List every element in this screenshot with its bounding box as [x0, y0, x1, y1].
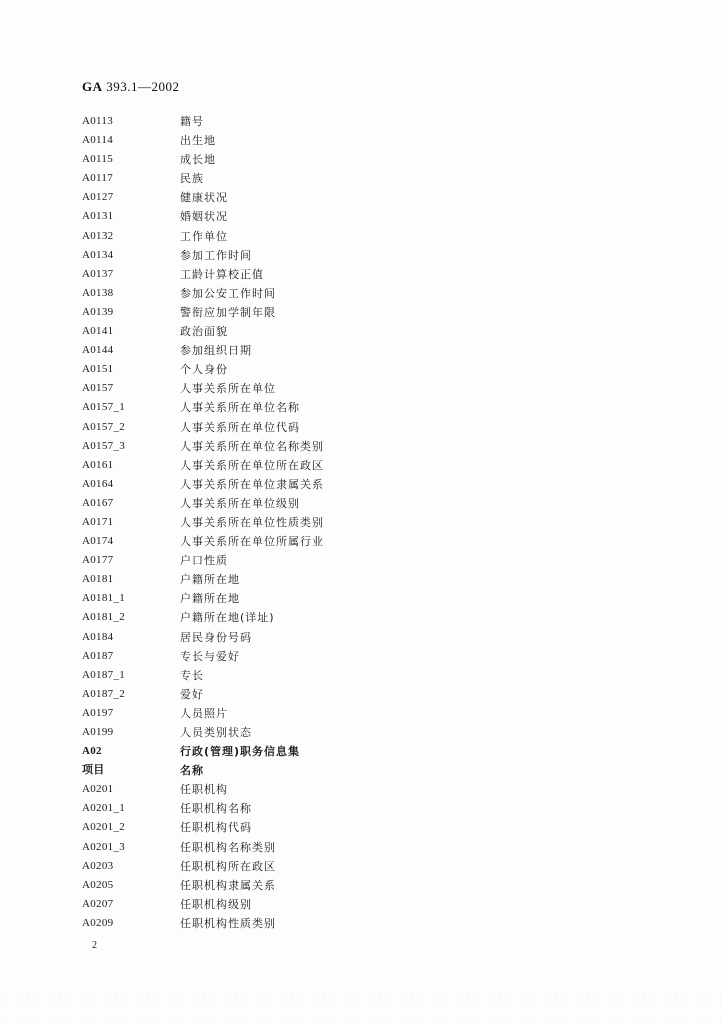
list-item [82, 131, 482, 150]
list-item [82, 761, 482, 780]
item-code: A0137 [82, 267, 114, 280]
item-name: 户籍所在地 [180, 592, 240, 606]
item-name: 健康状况 [180, 191, 228, 205]
item-name: 政治面貌 [180, 325, 228, 339]
item-name: 人员类别状态 [180, 726, 252, 739]
item-code: A0201_1 [82, 802, 126, 815]
item-code: A0132 [82, 229, 114, 242]
item-name: 任职机构所在政区 [180, 859, 276, 873]
item-name: 专长与爱好 [180, 649, 240, 663]
list-item [82, 379, 482, 398]
item-code: A0113 [82, 115, 114, 127]
item-code: A02 [82, 745, 102, 758]
item-name: 人事关系所在单位级别 [180, 496, 300, 510]
item-name: 任职机构隶属关系 [180, 878, 276, 892]
standard-number: 393.1—2002 [106, 79, 180, 94]
item-name: 行政(管理)职务信息集 [180, 745, 301, 759]
item-code: A0197 [82, 706, 114, 719]
list-item [82, 704, 482, 723]
item-name: 居民身份号码 [180, 630, 252, 644]
list-item [82, 608, 482, 627]
item-name: 个人身份 [180, 363, 228, 377]
list-item [82, 818, 482, 837]
item-code: A0117 [82, 172, 114, 185]
item-name: 民族 [180, 172, 204, 186]
list-item [82, 666, 482, 685]
item-code: A0131 [82, 210, 114, 223]
list-item [82, 150, 482, 169]
list-item [82, 475, 482, 494]
list-item [82, 246, 482, 265]
item-code: A0184 [82, 630, 114, 643]
item-code: A0187_1 [82, 668, 126, 681]
list-item [82, 589, 482, 608]
list-item [82, 570, 482, 589]
item-code: A0167 [82, 496, 114, 509]
list-item [82, 914, 482, 933]
list-item [82, 284, 482, 303]
item-name: 人员照片 [180, 706, 228, 720]
item-code: A0157_1 [82, 401, 126, 414]
item-name: 爱好 [180, 687, 204, 701]
list-item [82, 207, 482, 226]
item-code: A0181 [82, 573, 114, 586]
item-code: A0181_1 [82, 592, 126, 605]
item-code: A0164 [82, 477, 114, 490]
data-item-list [82, 112, 482, 933]
list-item [82, 838, 482, 857]
item-code: A0187_2 [82, 687, 126, 700]
item-code: A0187 [82, 649, 114, 662]
item-code: A0174 [82, 535, 114, 548]
item-name: 专长 [180, 668, 204, 682]
list-item [82, 780, 482, 799]
list-item [82, 857, 482, 876]
list-item [82, 513, 482, 532]
item-name: 任职机构性质类别 [180, 916, 276, 930]
list-item [82, 398, 482, 417]
item-name: 任职机构名称类别 [180, 840, 276, 854]
item-code: A0144 [82, 344, 114, 357]
item-name: 人事关系所在单位 [180, 382, 276, 396]
item-name: 任职机构代码 [180, 821, 252, 835]
item-code: A0141 [82, 325, 114, 338]
list-item [82, 341, 482, 360]
item-code: A0203 [82, 859, 114, 872]
list-item [82, 169, 482, 188]
item-code: A0205 [82, 878, 114, 891]
standard-prefix: GA [82, 79, 103, 94]
item-name: 成长地 [180, 153, 216, 167]
list-item [82, 532, 482, 551]
list-item [82, 685, 482, 704]
standard-header [82, 79, 180, 95]
item-name: 户籍所在地 [180, 573, 240, 587]
list-item [82, 494, 482, 513]
item-name: 任职机构名称 [180, 802, 252, 816]
list-item [82, 188, 482, 207]
item-name: 参加工作时间 [180, 248, 252, 262]
list-item [82, 303, 482, 322]
item-name: 参加公安工作时间 [180, 286, 276, 300]
item-code: A0115 [82, 153, 114, 166]
list-item [82, 723, 482, 742]
list-item [82, 876, 482, 895]
item-name: 籍号 [180, 115, 204, 128]
list-item [82, 112, 482, 131]
list-item [82, 418, 482, 437]
item-code: A0201_3 [82, 840, 126, 853]
item-name: 人事关系所在单位代码 [180, 420, 300, 434]
item-name: 人事关系所在单位隶属关系 [180, 477, 324, 491]
item-code: A0138 [82, 286, 114, 299]
item-name: 人事关系所在单位名称类别 [180, 439, 324, 453]
page-number: 2 [92, 940, 97, 951]
item-name: 户籍所在地(详址) [180, 611, 275, 625]
list-item [82, 322, 482, 341]
item-code: A0151 [82, 363, 114, 376]
list-item [82, 647, 482, 666]
list-item [82, 551, 482, 570]
list-item [82, 895, 482, 914]
list-item [82, 360, 482, 379]
item-name: 警衔应加学制年限 [180, 305, 276, 319]
item-name: 人事关系所在单位性质类别 [180, 515, 324, 529]
list-item [82, 456, 482, 475]
scan-noise [0, 994, 721, 1024]
item-code: A0171 [82, 515, 114, 528]
item-code: A0139 [82, 305, 114, 318]
item-name: 任职机构 [180, 783, 228, 797]
item-code: A0114 [82, 134, 114, 147]
item-code: A0199 [82, 726, 114, 738]
item-code: A0157 [82, 382, 114, 395]
item-name: 人事关系所在单位名称 [180, 401, 300, 415]
item-name: 人事关系所在单位所属行业 [180, 535, 324, 549]
item-name: 参加组织日期 [180, 344, 252, 358]
item-code: A0157_3 [82, 439, 126, 452]
item-code: 项目 [82, 764, 105, 777]
item-name: 工龄计算校正值 [180, 267, 264, 281]
item-code: A0134 [82, 248, 114, 261]
item-name: 名称 [180, 764, 204, 778]
list-item [82, 628, 482, 647]
item-code: A0181_2 [82, 611, 126, 624]
item-code: A0177 [82, 554, 114, 567]
list-item [82, 742, 482, 761]
item-code: A0207 [82, 897, 114, 910]
item-name: 婚姻状况 [180, 210, 228, 224]
item-code: A0201 [82, 783, 114, 796]
item-name: 人事关系所在单位所在政区 [180, 458, 324, 472]
item-code: A0127 [82, 191, 114, 204]
list-item [82, 437, 482, 456]
list-item [82, 799, 482, 818]
item-code: A0209 [82, 916, 114, 929]
list-item [82, 265, 482, 284]
list-item [82, 227, 482, 246]
item-name: 工作单位 [180, 229, 228, 243]
item-name: 出生地 [180, 134, 216, 148]
item-code: A0157_2 [82, 420, 126, 433]
item-name: 户口性质 [180, 554, 228, 568]
item-code: A0161 [82, 458, 114, 471]
item-code: A0201_2 [82, 821, 126, 834]
item-name: 任职机构级别 [180, 897, 252, 911]
